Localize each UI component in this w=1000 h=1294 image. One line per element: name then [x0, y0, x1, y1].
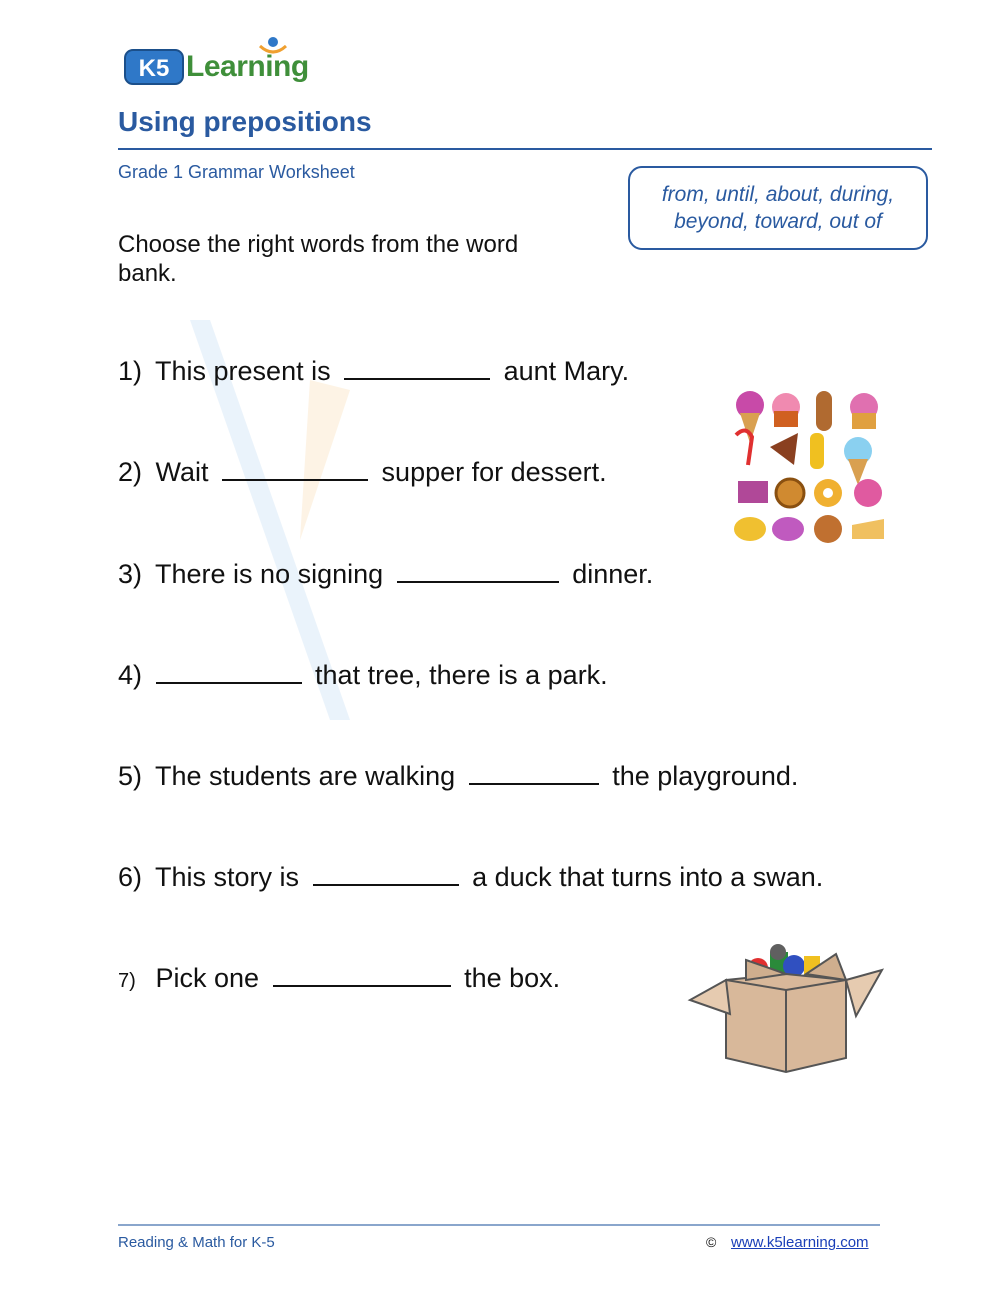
copyright-symbol: ©	[706, 1234, 717, 1250]
question-number: 1)	[118, 356, 143, 386]
svg-text:K5: K5	[138, 55, 170, 82]
question-text-after: the box.	[464, 963, 561, 993]
answer-blank[interactable]	[469, 759, 599, 785]
footer-tagline: Reading & Math for K-5	[118, 1234, 275, 1251]
question-number: 5)	[118, 761, 143, 791]
logo-text: Learning	[186, 50, 309, 83]
question-text-before: This story is	[155, 862, 300, 892]
website-link[interactable]: www.k5learning.com	[731, 1234, 869, 1251]
k5-badge-icon	[124, 48, 186, 88]
question-text-before: There is no signing	[155, 559, 384, 589]
question-number: 6)	[118, 862, 143, 892]
instructions: Choose the right words from the word bank.	[118, 231, 519, 287]
question-2	[118, 455, 607, 488]
page-title: Using prepositions	[118, 106, 372, 137]
question-text-after: that tree, there is a park.	[315, 660, 608, 690]
question-text-after: aunt Mary.	[503, 356, 630, 386]
question-7	[118, 961, 560, 994]
question-6	[118, 860, 823, 893]
word-bank-line-2: beyond, toward, out of	[674, 210, 882, 233]
title-divider	[118, 148, 932, 150]
answer-blank[interactable]	[344, 354, 490, 380]
question-number: 7)	[118, 970, 136, 992]
box-image	[686, 940, 886, 1076]
question-text-before: This present is	[155, 356, 331, 386]
answer-blank[interactable]	[397, 557, 559, 583]
question-1	[118, 354, 629, 387]
answer-blank[interactable]	[156, 658, 302, 684]
question-text-after: dinner.	[572, 559, 654, 589]
k5-learning-logo	[120, 36, 335, 92]
page-subtitle: Grade 1 Grammar Worksheet	[118, 162, 355, 182]
question-5	[118, 759, 798, 792]
footer-divider	[118, 1224, 880, 1226]
question-text-after: supper for dessert.	[381, 457, 607, 487]
question-4	[118, 658, 608, 691]
question-number: 4)	[118, 660, 143, 690]
question-text-before: Pick one	[155, 963, 260, 993]
question-text-after: a duck that turns into a swan.	[472, 862, 824, 892]
answer-blank[interactable]	[273, 961, 451, 987]
sweets-image	[728, 385, 890, 547]
word-bank-line-1: from, until, about, during,	[661, 183, 895, 206]
question-number: 2)	[118, 457, 143, 487]
question-number: 3)	[118, 559, 143, 589]
question-3	[118, 557, 653, 590]
question-text-before: Wait	[155, 457, 209, 487]
answer-blank[interactable]	[313, 860, 459, 886]
answer-blank[interactable]	[222, 455, 368, 481]
question-text-after: the playground.	[612, 761, 799, 791]
question-text-before: The students are walking	[155, 761, 456, 791]
word-bank	[628, 166, 928, 250]
